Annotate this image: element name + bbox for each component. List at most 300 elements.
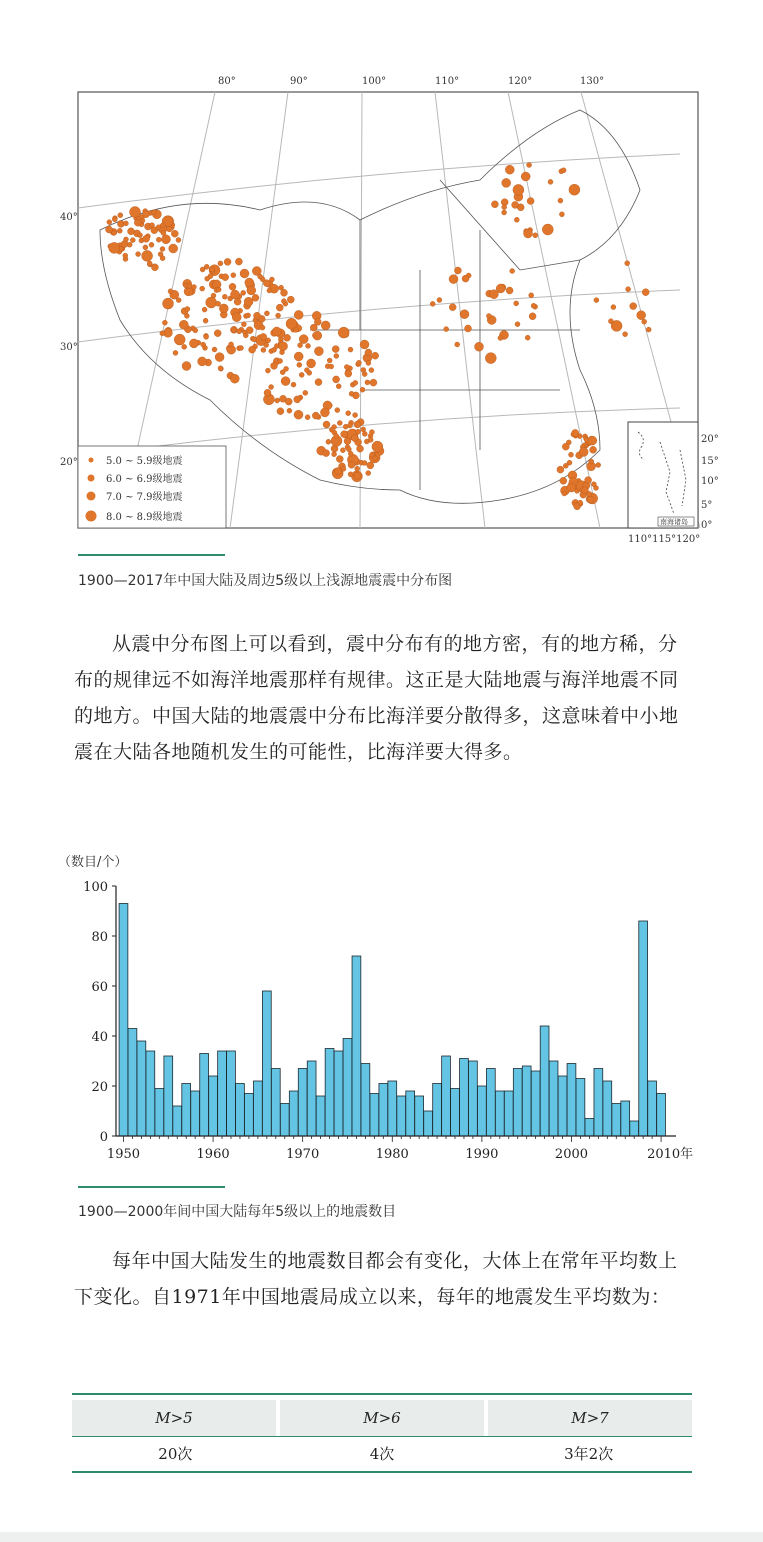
data-bar <box>621 1101 630 1136</box>
epicenter-dot <box>529 313 536 320</box>
data-bar <box>137 1041 146 1136</box>
epicenter-dot <box>263 280 270 287</box>
epicenter-dot <box>193 328 198 333</box>
epicenter-dot <box>143 211 150 218</box>
south-china-sea-inset <box>628 422 698 528</box>
epicenter-dot <box>514 217 519 222</box>
data-bar <box>424 1111 433 1136</box>
data-bar <box>352 956 361 1136</box>
epicenter-dot <box>369 368 374 373</box>
data-bar <box>451 1089 460 1137</box>
epicenter-dot <box>182 362 191 371</box>
epicenter-dot <box>366 361 371 366</box>
epicenter-dot <box>356 429 361 434</box>
x-tick-label: 1990 <box>465 1147 499 1162</box>
table-header-row <box>72 1400 692 1436</box>
epicenter-dot <box>142 250 153 261</box>
epicenter-dot <box>204 334 209 339</box>
data-bar <box>200 1054 209 1137</box>
epicenter-dot <box>336 384 341 389</box>
epicenter-dot <box>327 358 332 363</box>
epicenter-dot <box>496 284 505 293</box>
epicenter-dot <box>626 287 631 292</box>
epicenter-dot <box>264 311 269 316</box>
data-bar <box>361 1064 370 1137</box>
epicenter-dot <box>531 303 536 308</box>
epicenter-dot <box>360 340 369 349</box>
epicenter-dot <box>230 374 239 383</box>
epicenter-dot <box>276 313 281 318</box>
epicenter-dot <box>294 410 303 419</box>
epicenter-dot <box>515 322 520 327</box>
epicenter-dot <box>475 342 484 351</box>
epicenter-dot <box>513 184 524 195</box>
earthquake-epicenter-map <box>60 70 719 545</box>
epicenter-dot <box>365 349 372 356</box>
epicenter-dot <box>525 335 530 340</box>
epicenter-dot <box>260 325 265 330</box>
data-bar <box>576 1079 585 1137</box>
epicenter-dot <box>266 338 271 343</box>
epicenter-dot <box>579 447 588 456</box>
epicenter-dot <box>567 460 572 465</box>
epicenter-dot <box>201 342 206 347</box>
epicenter-dot <box>299 335 308 344</box>
epicenter-dot <box>234 298 241 305</box>
epicenter-dot <box>329 364 334 369</box>
data-bar <box>504 1091 513 1136</box>
epicenter-dot <box>285 398 292 405</box>
epicenter-dot <box>314 318 321 325</box>
epicenter-dot <box>642 319 647 324</box>
epicenter-dot <box>160 331 165 336</box>
epicenter-dot <box>237 329 242 334</box>
epicenter-dot <box>162 235 171 244</box>
epicenter-dot <box>353 413 358 418</box>
epicenter-dot <box>349 391 354 396</box>
epicenter-dot <box>372 441 383 452</box>
epicenter-dot <box>176 298 181 303</box>
data-bar <box>594 1069 603 1137</box>
epicenter-dot <box>367 462 374 469</box>
epicenter-dot <box>239 346 244 351</box>
data-bar <box>334 1051 343 1136</box>
epicenter-dot <box>261 348 266 353</box>
epicenter-dot <box>361 368 366 373</box>
table-header-cell: M>5 <box>72 1400 280 1436</box>
epicenter-dot <box>297 362 302 367</box>
data-bar <box>316 1096 325 1136</box>
epicenter-dot <box>454 267 461 274</box>
epicenter-dot <box>512 201 519 208</box>
table-header-cell: M>7 <box>571 1409 609 1427</box>
map-lon-label: 110° <box>435 76 460 87</box>
epicenter-dot <box>249 346 256 353</box>
epicenter-dot <box>321 321 330 330</box>
data-bar <box>245 1094 254 1137</box>
epicenter-dot <box>275 398 280 403</box>
data-bar <box>433 1084 442 1137</box>
epicenter-dot <box>293 327 298 332</box>
inset-lat-label: 20° <box>701 434 719 445</box>
epicenter-dot <box>229 283 236 290</box>
epicenter-dot <box>184 313 189 318</box>
data-bar <box>639 921 648 1136</box>
epicenter-dot <box>529 293 534 298</box>
epicenter-dot <box>127 242 132 247</box>
epicenter-dot <box>107 220 112 225</box>
legend-item: 5.0 ~ 5.9级地震 <box>106 456 183 467</box>
epicenter-dot <box>130 238 135 243</box>
annual-earthquake-bar-chart <box>58 848 708 1170</box>
epicenter-dot <box>587 496 594 503</box>
epicenter-dot <box>243 333 248 338</box>
epicenter-dot <box>306 343 311 348</box>
epicenter-dot <box>182 344 187 349</box>
legend-item: 8.0 ~ 8.9级地震 <box>106 512 183 523</box>
caption-rule <box>78 1186 225 1188</box>
epicenter-dot <box>123 253 128 258</box>
epicenter-dot <box>460 310 469 319</box>
epicenter-dot <box>596 463 601 468</box>
inset-lat-label: 5° <box>701 500 713 511</box>
epicenter-dot <box>216 301 221 306</box>
data-bar <box>522 1066 531 1136</box>
epicenter-dot <box>112 217 117 222</box>
epicenter-dot <box>254 312 261 319</box>
body-paragraph: 从震中分布图上可以看到，震中分布有的地方密，有的地方稀，分布的规律远不如海洋地震那样有规律。这正是大陆地震与海洋地震不同的地方。中国大陆的地震震中分布比海洋要分散得多，这意味着中小地震在大陆各地随机发生的可能性，比海洋要大得多。 <box>74 633 679 763</box>
y-tick-label: 0 <box>99 1130 108 1145</box>
legend-item: 7.0 ~ 7.9级地震 <box>106 492 183 503</box>
epicenter-dot <box>106 226 113 233</box>
epicenter-dot <box>210 267 215 272</box>
data-bar <box>155 1089 164 1137</box>
data-bar <box>531 1071 540 1136</box>
epicenter-dot <box>303 390 308 395</box>
map-legend <box>78 446 226 528</box>
epicenter-dot <box>357 445 364 452</box>
epicenter-dot <box>245 278 254 287</box>
epicenter-dot <box>312 412 319 419</box>
epicenter-dot <box>611 305 616 310</box>
epicenter-dot <box>637 311 646 320</box>
data-bar <box>227 1051 236 1136</box>
table-cell: 3年2次 <box>564 1445 614 1463</box>
data-bar <box>236 1084 245 1137</box>
epicenter-dot <box>187 284 192 289</box>
epicenter-dot <box>117 228 122 233</box>
data-bar <box>343 1039 352 1137</box>
epicenter-dot <box>533 233 538 238</box>
epicenter-dot <box>356 360 361 365</box>
epicenter-dot <box>168 289 173 294</box>
epicenter-dot <box>355 466 360 471</box>
epicenter-dot <box>353 380 358 385</box>
data-bar <box>325 1049 334 1137</box>
epicenter-dot <box>569 452 574 457</box>
inset-badge: 南海诸岛 <box>660 518 688 526</box>
epicenter-dot <box>160 256 165 261</box>
data-bar <box>657 1094 666 1137</box>
epicenter-dot <box>272 347 277 352</box>
epicenter-dot <box>224 258 231 265</box>
epicenter-dot <box>348 347 353 352</box>
epicenter-dot <box>333 376 340 383</box>
epicenter-dot <box>163 298 174 309</box>
epicenter-dot <box>589 459 594 464</box>
epicenter-dot <box>313 331 322 340</box>
data-bar <box>612 1104 621 1137</box>
data-bar <box>128 1029 137 1137</box>
y-tick-label: 20 <box>91 1080 108 1095</box>
epicenter-dot <box>485 353 496 364</box>
x-tick-label: 1980 <box>375 1147 409 1162</box>
data-bar <box>173 1106 182 1136</box>
map-lat-label: 30° <box>60 342 78 353</box>
epicenter-dot <box>462 275 469 282</box>
epicenter-dot <box>218 261 223 266</box>
epicenter-dot <box>505 165 514 174</box>
data-bar <box>549 1061 558 1136</box>
y-tick-label: 80 <box>91 930 108 945</box>
epicenter-dot <box>276 304 283 311</box>
epicenter-dot <box>215 353 224 362</box>
epicenter-dot <box>514 301 519 306</box>
data-bar <box>182 1084 191 1137</box>
epicenter-dot <box>354 421 361 428</box>
epicenter-dot <box>502 178 511 187</box>
epicenter-dot <box>281 299 286 304</box>
data-bar <box>397 1096 406 1136</box>
epicenter-dot <box>368 437 373 442</box>
epicenter-dot <box>548 179 553 184</box>
epicenter-dot <box>465 325 472 332</box>
epicenter-dot <box>200 267 205 272</box>
map-lat-label: 20° <box>60 457 78 468</box>
inset-lat-label: 0° <box>701 520 713 531</box>
data-bar <box>648 1081 657 1136</box>
epicenter-dot <box>240 269 249 278</box>
epicenter-dot <box>365 380 370 385</box>
epicenter-dot <box>173 350 178 355</box>
epicenter-dot <box>241 322 246 327</box>
epicenter-dot <box>232 313 241 322</box>
data-bar <box>307 1061 316 1136</box>
epicenter-dot <box>264 343 269 348</box>
epicenter-dot <box>169 244 178 253</box>
epicenter-dot <box>567 483 576 492</box>
epicenter-dot <box>279 342 288 351</box>
epicenter-dot <box>590 446 597 453</box>
epicenter-dot <box>305 415 310 420</box>
chart-caption: 1900—2000年间中国大陆每年5级以上的地震数目 <box>78 1204 397 1220</box>
epicenter-dot <box>218 366 223 371</box>
epicenter-dot <box>147 261 152 266</box>
epicenter-dot <box>345 370 352 377</box>
epicenter-dot <box>343 424 348 429</box>
epicenter-dot <box>176 238 181 243</box>
epicenter-dot <box>337 421 342 426</box>
epicenter-dot <box>252 337 257 342</box>
data-bar <box>191 1091 200 1136</box>
data-bar <box>477 1086 486 1136</box>
epicenter-dot <box>455 342 460 347</box>
epicenter-dot <box>191 285 196 290</box>
epicenter-dot <box>542 224 553 235</box>
epicenter-dot <box>136 252 141 257</box>
data-bar <box>495 1091 504 1136</box>
epicenter-dot <box>123 221 128 226</box>
epicenter-dot <box>498 336 503 341</box>
map-lon-label: 120° <box>508 76 533 87</box>
data-bar <box>164 1056 173 1136</box>
epicenter-dot <box>348 451 353 456</box>
epicenter-dot <box>323 421 330 428</box>
map-lon-label: 80° <box>218 76 236 87</box>
map-lat-label: 40° <box>60 212 78 223</box>
data-bar <box>442 1056 451 1136</box>
epicenter-dot <box>278 359 283 364</box>
epicenter-dot <box>216 287 221 292</box>
epicenter-dot <box>291 382 296 387</box>
epicenter-dot <box>272 327 281 336</box>
epicenter-dot <box>200 286 205 291</box>
inset-lon-labels: 110°115°120° <box>628 534 701 545</box>
epicenter-dot <box>247 286 256 295</box>
epicenter-dot <box>124 237 129 242</box>
epicenter-dot <box>284 366 289 371</box>
epicenter-dot <box>304 368 309 373</box>
epicenter-dot <box>241 290 246 295</box>
epicenter-dot <box>323 450 330 457</box>
x-tick-label: 2000 <box>554 1147 589 1162</box>
epicenter-dot <box>128 228 135 235</box>
body-paragraph: 每年中国大陆发生的地震数目都会有变化，大体上在常年平均数上下变化。自1971年中国地震局成立以来，每年的地震发生平均数为： <box>74 1250 678 1308</box>
data-bar <box>262 991 271 1136</box>
data-bar <box>603 1081 612 1136</box>
data-bar <box>540 1026 549 1136</box>
epicenter-dot <box>269 385 274 390</box>
epicenter-dot <box>244 297 253 306</box>
epicenter-dot <box>558 198 563 203</box>
epicenter-dot <box>294 396 301 403</box>
y-axis-label: （数目/个） <box>58 855 128 870</box>
x-tick-label: 1950 <box>106 1147 141 1162</box>
epicenter-dot <box>341 431 348 438</box>
epicenter-dot <box>561 168 566 173</box>
epicenter-dot <box>271 362 278 369</box>
epicenter-dot <box>336 456 343 463</box>
epicenter-dot <box>326 439 331 444</box>
epicenter-dot <box>578 500 583 505</box>
epicenter-dot <box>162 320 167 325</box>
epicenter-dot <box>134 219 141 226</box>
epicenter-dot <box>335 468 342 475</box>
data-bar <box>253 1081 262 1136</box>
epicenter-dot <box>369 430 374 435</box>
epicenter-dot <box>630 303 637 310</box>
epicenter-dot <box>156 237 161 242</box>
epicenter-dot <box>587 491 592 496</box>
epicenter-dot <box>449 275 458 284</box>
epicenter-dot <box>294 352 303 361</box>
epicenter-dot <box>314 347 323 356</box>
epicenter-dot <box>205 276 210 281</box>
epicenter-dot <box>258 274 263 279</box>
epicenter-dot <box>229 342 234 347</box>
data-bar <box>406 1091 415 1136</box>
epicenter-dot <box>231 290 240 299</box>
data-bar <box>119 904 128 1137</box>
epicenter-dot <box>185 307 190 312</box>
epicenter-dot <box>449 304 456 311</box>
epicenter-dot <box>212 347 217 352</box>
data-bar <box>218 1051 227 1136</box>
epicenter-dot <box>354 472 361 479</box>
epicenter-dot <box>623 332 628 337</box>
epicenter-dot <box>372 352 379 359</box>
epicenter-dot <box>269 277 274 282</box>
epicenter-dot <box>334 434 339 439</box>
epicenter-dot <box>287 408 292 413</box>
x-tick-label: 1960 <box>196 1147 230 1162</box>
epicenter-dot <box>206 297 217 308</box>
data-bar <box>558 1076 567 1136</box>
epicenter-dot <box>174 334 185 345</box>
epicenter-dot <box>559 212 564 217</box>
epicenter-dot <box>299 372 304 377</box>
epicenter-dot <box>344 365 349 370</box>
epicenter-dot <box>149 242 154 247</box>
epicenter-dot <box>198 357 207 366</box>
epicenter-dot <box>143 245 148 250</box>
caption-rule <box>78 554 225 556</box>
y-tick-label: 40 <box>91 1030 108 1045</box>
epicenter-dot <box>334 354 339 359</box>
data-bar <box>370 1094 379 1137</box>
epicenter-dot <box>335 408 340 413</box>
epicenter-dot <box>506 287 513 294</box>
data-bar <box>388 1081 397 1136</box>
data-bar <box>469 1061 478 1136</box>
epicenter-dot <box>527 198 534 205</box>
epicenter-dot <box>572 429 579 436</box>
epicenter-dot <box>179 320 188 329</box>
epicenter-dot <box>527 163 532 168</box>
map-lon-label: 90° <box>290 76 308 87</box>
epicenter-dot <box>277 408 284 415</box>
table-row <box>72 1437 692 1471</box>
epicenter-dot <box>298 343 303 348</box>
epicenter-dot <box>246 327 253 334</box>
epicenter-dot <box>642 289 649 296</box>
epicenter-dot <box>562 491 567 496</box>
epicenter-dot <box>362 461 367 466</box>
epicenter-dot <box>370 452 375 457</box>
map-lon-label: 100° <box>362 76 387 87</box>
epicenter-dot <box>346 411 351 416</box>
data-bar <box>379 1084 388 1137</box>
epicenter-dot <box>189 339 198 348</box>
map-caption: 1900—2017年中国大陆及周边5级以上浅源地震震中分布图 <box>78 573 453 589</box>
epicenter-dot <box>138 233 143 238</box>
epicenter-dot <box>594 298 599 303</box>
data-bar <box>585 1119 594 1137</box>
epicenter-dot <box>202 307 207 312</box>
epicenter-dot <box>160 223 165 228</box>
earthquake-frequency-table <box>72 1393 692 1473</box>
epicenter-dot <box>502 210 507 215</box>
